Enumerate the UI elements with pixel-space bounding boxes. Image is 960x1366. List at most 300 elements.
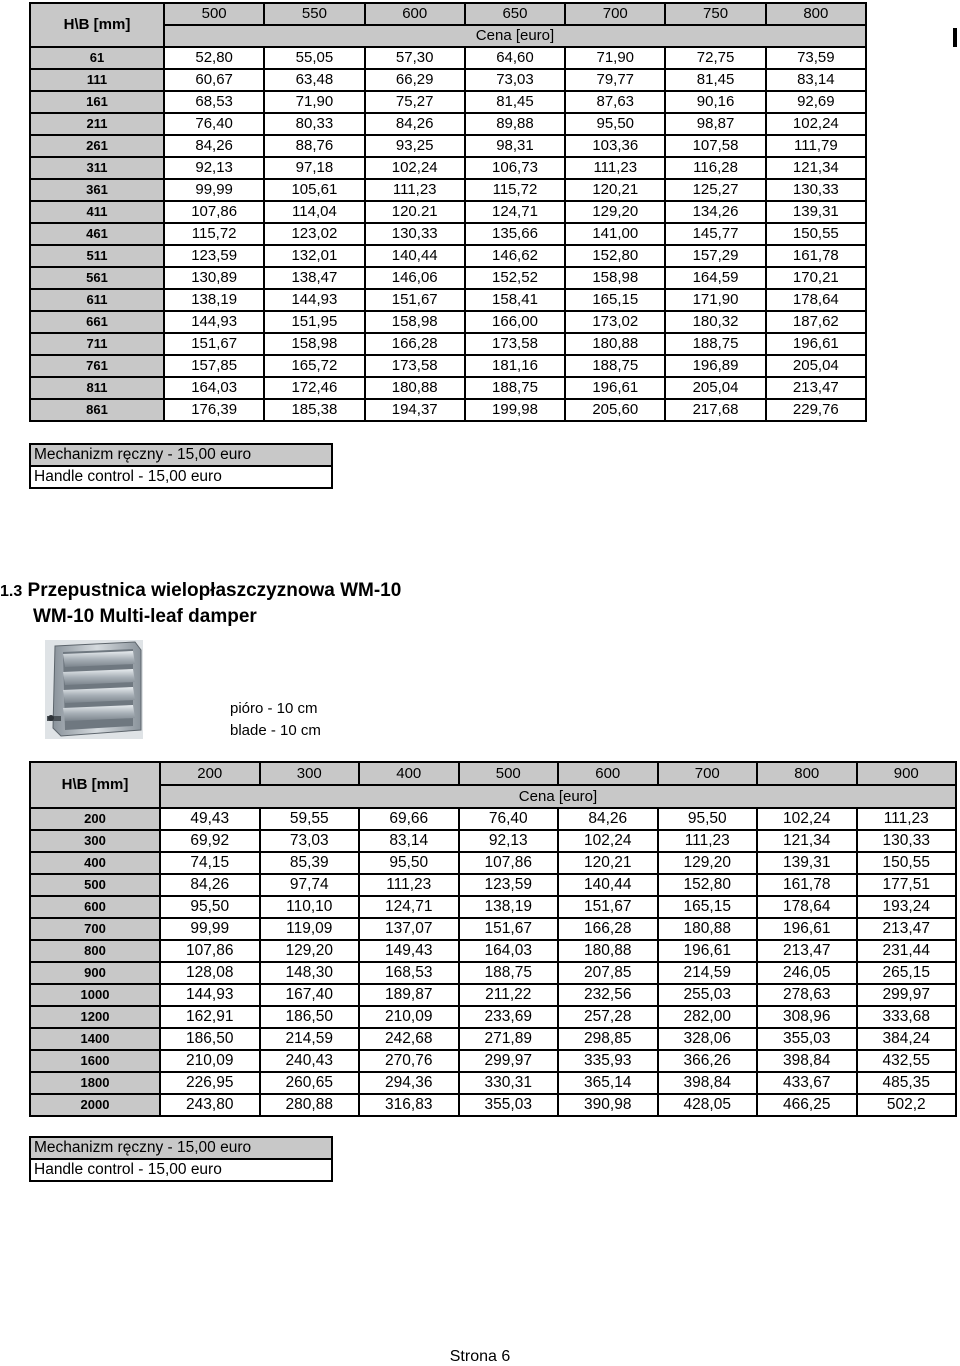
price-cell: 355,03 <box>459 1094 559 1116</box>
price-cell: 164,59 <box>665 267 765 289</box>
price-cell: 111,23 <box>365 179 465 201</box>
row-header: 1400 <box>30 1028 160 1050</box>
col-header: 800 <box>757 762 857 785</box>
price-cell: 173,58 <box>465 333 565 355</box>
price-cell: 125,27 <box>665 179 765 201</box>
price-cell: 130,33 <box>766 179 866 201</box>
table-row <box>30 808 956 830</box>
table-row <box>30 1050 956 1072</box>
price-cell: 173,02 <box>565 311 665 333</box>
price-cell: 111,23 <box>359 874 459 896</box>
price-cell: 151,67 <box>164 333 264 355</box>
col-header: 800 <box>766 3 866 25</box>
price-cell: 171,90 <box>665 289 765 311</box>
price-cell: 149,43 <box>359 940 459 962</box>
price-cell: 366,26 <box>658 1050 758 1072</box>
row-header: 700 <box>30 918 160 940</box>
row-header: 200 <box>30 808 160 830</box>
damper-photo <box>45 640 143 739</box>
price-cell: 193,24 <box>857 896 957 918</box>
price-cell: 148,30 <box>260 962 360 984</box>
price-cell: 161,78 <box>766 245 866 267</box>
table-row <box>30 157 866 179</box>
price-cell: 150,55 <box>857 852 957 874</box>
price-cell: 84,26 <box>164 135 264 157</box>
row-header: 761 <box>30 355 164 377</box>
price-cell: 76,40 <box>459 808 559 830</box>
price-cell: 433,67 <box>757 1072 857 1094</box>
price-cell: 308,96 <box>757 1006 857 1028</box>
price-cell: 80,33 <box>264 113 364 135</box>
table-row <box>30 179 866 201</box>
blade-en: blade - 10 cm <box>230 722 321 739</box>
price-cell: 298,85 <box>558 1028 658 1050</box>
price-cell: 265,15 <box>857 962 957 984</box>
col-header: 700 <box>658 762 758 785</box>
price-cell: 502,2 <box>857 1094 957 1116</box>
price-cell: 146,62 <box>465 245 565 267</box>
row-header: 711 <box>30 333 164 355</box>
table-row <box>30 1028 956 1050</box>
price-cell: 144,93 <box>164 311 264 333</box>
price-cell: 278,63 <box>757 984 857 1006</box>
section-subtitle: WM-10 Multi-leaf damper <box>33 606 257 627</box>
price-cell: 69,92 <box>160 830 260 852</box>
price-cell: 106,73 <box>465 157 565 179</box>
table-row <box>30 1006 956 1028</box>
price-cell: 330,31 <box>459 1072 559 1094</box>
row-header: 1600 <box>30 1050 160 1072</box>
price-cell: 111,23 <box>857 808 957 830</box>
price-cell: 107,86 <box>160 940 260 962</box>
page-number: Strona 6 <box>449 1348 511 1365</box>
table-row <box>30 113 866 135</box>
table-row <box>30 830 956 852</box>
price-cell: 145,77 <box>665 223 765 245</box>
price-cell: 260,65 <box>260 1072 360 1094</box>
note-line-en: Handle control - 15,00 euro <box>30 466 332 488</box>
price-cell: 135,66 <box>465 223 565 245</box>
price-cell: 124,71 <box>359 896 459 918</box>
handle-note <box>29 443 333 489</box>
price-cell: 71,90 <box>264 91 364 113</box>
row-header: 61 <box>30 47 164 69</box>
section-number: 1.3 <box>0 583 23 600</box>
price-cell: 121,34 <box>757 830 857 852</box>
price-cell: 162,91 <box>160 1006 260 1028</box>
col-header: 400 <box>359 762 459 785</box>
col-header: 600 <box>558 762 658 785</box>
section-title-text: Przepustnica wielopłaszczyznowa WM-10 <box>27 580 402 601</box>
col-header: 300 <box>260 762 360 785</box>
table-row <box>30 377 866 399</box>
price-cell: 95,50 <box>658 808 758 830</box>
price-cell: 428,05 <box>658 1094 758 1116</box>
price-cell: 485,35 <box>857 1072 957 1094</box>
price-cell: 107,86 <box>459 852 559 874</box>
price-cell: 74,15 <box>160 852 260 874</box>
price-cell: 140,44 <box>365 245 465 267</box>
edge-mark <box>953 28 957 47</box>
row-header: 511 <box>30 245 164 267</box>
price-cell: 333,68 <box>857 1006 957 1028</box>
table-row <box>30 874 956 896</box>
table-row <box>30 333 866 355</box>
table-row <box>30 47 866 69</box>
row-header: 400 <box>30 852 160 874</box>
price-cell: 207,85 <box>558 962 658 984</box>
price-cell: 144,93 <box>264 289 364 311</box>
price-cell: 196,61 <box>757 918 857 940</box>
price-cell: 88,76 <box>264 135 364 157</box>
price-cell: 178,64 <box>757 896 857 918</box>
price-cell: 180,88 <box>658 918 758 940</box>
price-cell: 64,60 <box>465 47 565 69</box>
price-cell: 226,95 <box>160 1072 260 1094</box>
col-header: 550 <box>264 3 364 25</box>
price-cell: 186,50 <box>160 1028 260 1050</box>
row-header: 111 <box>30 69 164 91</box>
price-cell: 139,31 <box>766 201 866 223</box>
price-cell: 115,72 <box>164 223 264 245</box>
price-cell: 205,04 <box>665 377 765 399</box>
handle-note <box>29 1136 333 1182</box>
price-cell: 84,26 <box>558 808 658 830</box>
row-header: 1200 <box>30 1006 160 1028</box>
price-cell: 205,04 <box>766 355 866 377</box>
corner-label: H\B [mm] <box>30 762 160 808</box>
price-cell: 73,03 <box>465 69 565 91</box>
row-header: 311 <box>30 157 164 179</box>
price-cell: 92,13 <box>164 157 264 179</box>
price-cell: 102,24 <box>757 808 857 830</box>
price-cell: 98,87 <box>665 113 765 135</box>
price-cell: 180,88 <box>565 333 665 355</box>
table-body <box>30 808 956 1116</box>
col-header: 600 <box>365 3 465 25</box>
price-cell: 181,16 <box>465 355 565 377</box>
price-cell: 92,69 <box>766 91 866 113</box>
price-cell: 294,36 <box>359 1072 459 1094</box>
price-cell: 134,26 <box>665 201 765 223</box>
table-row <box>30 1094 956 1116</box>
price-cell: 180,32 <box>665 311 765 333</box>
row-header: 261 <box>30 135 164 157</box>
price-cell: 176,39 <box>164 399 264 421</box>
price-cell: 120.21 <box>365 201 465 223</box>
row-header: 361 <box>30 179 164 201</box>
price-cell: 172,46 <box>264 377 364 399</box>
price-cell: 365,14 <box>558 1072 658 1094</box>
price-cell: 139,31 <box>757 852 857 874</box>
price-cell: 152,80 <box>565 245 665 267</box>
price-cell: 214,59 <box>658 962 758 984</box>
price-cell: 180,88 <box>558 940 658 962</box>
price-cell: 99,99 <box>164 179 264 201</box>
price-cell: 59,55 <box>260 808 360 830</box>
table-row <box>30 267 866 289</box>
price-cell: 102,24 <box>365 157 465 179</box>
price-cell: 187,62 <box>766 311 866 333</box>
price-cell: 92,13 <box>459 830 559 852</box>
section-title <box>0 580 401 603</box>
price-cell: 60,67 <box>164 69 264 91</box>
price-cell: 217,68 <box>665 399 765 421</box>
price-cell: 167,40 <box>260 984 360 1006</box>
price-cell: 84,26 <box>160 874 260 896</box>
price-cell: 211,22 <box>459 984 559 1006</box>
price-cell: 130,89 <box>164 267 264 289</box>
price-cell: 123,02 <box>264 223 364 245</box>
price-cell: 196,61 <box>766 333 866 355</box>
price-cell: 165,15 <box>565 289 665 311</box>
table-row <box>30 135 866 157</box>
price-cell: 384,24 <box>857 1028 957 1050</box>
price-cell: 110,10 <box>260 896 360 918</box>
price-cell: 150,55 <box>766 223 866 245</box>
blade-info <box>230 698 321 742</box>
price-cell: 164,03 <box>459 940 559 962</box>
price-cell: 57,30 <box>365 47 465 69</box>
price-table-1 <box>29 2 867 422</box>
price-cell: 129,20 <box>658 852 758 874</box>
table-row <box>30 918 956 940</box>
price-cell: 158,98 <box>365 311 465 333</box>
row-header: 2000 <box>30 1094 160 1116</box>
price-cell: 165,15 <box>658 896 758 918</box>
row-header: 211 <box>30 113 164 135</box>
row-header: 800 <box>30 940 160 962</box>
price-cell: 157,85 <box>164 355 264 377</box>
price-cell: 161,78 <box>757 874 857 896</box>
price-cell: 189,87 <box>359 984 459 1006</box>
price-cell: 71,90 <box>565 47 665 69</box>
price-cell: 140,44 <box>558 874 658 896</box>
price-cell: 73,03 <box>260 830 360 852</box>
row-header: 1000 <box>30 984 160 1006</box>
price-cell: 128,08 <box>160 962 260 984</box>
col-header: 750 <box>665 3 765 25</box>
price-cell: 107,58 <box>665 135 765 157</box>
price-cell: 168,53 <box>359 962 459 984</box>
table-row <box>30 896 956 918</box>
price-cell: 398,84 <box>658 1072 758 1094</box>
col-header: 200 <box>160 762 260 785</box>
price-cell: 138,19 <box>164 289 264 311</box>
price-cell: 151,95 <box>264 311 364 333</box>
price-cell: 177,51 <box>857 874 957 896</box>
price-cell: 173,58 <box>365 355 465 377</box>
price-cell: 114,04 <box>264 201 364 223</box>
col-header: 900 <box>857 762 957 785</box>
price-cell: 166,28 <box>558 918 658 940</box>
price-cell: 121,34 <box>766 157 866 179</box>
price-cell: 66,29 <box>365 69 465 91</box>
table-row <box>30 1072 956 1094</box>
price-cell: 164,03 <box>164 377 264 399</box>
row-header: 661 <box>30 311 164 333</box>
price-cell: 188,75 <box>665 333 765 355</box>
price-cell: 205,60 <box>565 399 665 421</box>
price-cell: 95,50 <box>160 896 260 918</box>
price-cell: 232,56 <box>558 984 658 1006</box>
price-cell: 213,47 <box>766 377 866 399</box>
price-cell: 103,36 <box>565 135 665 157</box>
corner-label: H\B [mm] <box>30 3 164 47</box>
price-table-2 <box>29 761 957 1117</box>
price-cell: 166,00 <box>465 311 565 333</box>
price-cell: 75,27 <box>365 91 465 113</box>
table-body <box>30 47 866 421</box>
price-cell: 170,21 <box>766 267 866 289</box>
col-header: 650 <box>465 3 565 25</box>
row-header: 600 <box>30 896 160 918</box>
price-cell: 115,72 <box>465 179 565 201</box>
price-cell: 84,26 <box>365 113 465 135</box>
row-header: 500 <box>30 874 160 896</box>
price-cell: 123,59 <box>459 874 559 896</box>
table-row <box>30 69 866 91</box>
table-row <box>30 201 866 223</box>
price-cell: 466,25 <box>757 1094 857 1116</box>
price-cell: 72,75 <box>665 47 765 69</box>
table-row <box>30 91 866 113</box>
table-row <box>30 852 956 874</box>
table-row <box>30 355 866 377</box>
price-cell: 328,06 <box>658 1028 758 1050</box>
price-cell: 355,03 <box>757 1028 857 1050</box>
price-cell: 165,72 <box>264 355 364 377</box>
price-cell: 63,48 <box>264 69 364 91</box>
price-cell: 188,75 <box>459 962 559 984</box>
price-cell: 73,59 <box>766 47 866 69</box>
table-row <box>30 940 956 962</box>
price-cell: 49,43 <box>160 808 260 830</box>
price-cell: 119,09 <box>260 918 360 940</box>
price-cell: 81,45 <box>665 69 765 91</box>
note-line-pl: Mechanizm ręczny - 15,00 euro <box>30 444 332 466</box>
price-cell: 99,99 <box>160 918 260 940</box>
price-cell: 194,37 <box>365 399 465 421</box>
price-cell: 111,23 <box>658 830 758 852</box>
col-header: 700 <box>565 3 665 25</box>
price-cell: 102,24 <box>558 830 658 852</box>
price-cell: 144,93 <box>160 984 260 1006</box>
price-cell: 213,47 <box>757 940 857 962</box>
price-label: Cena [euro] <box>164 25 866 47</box>
price-cell: 158,98 <box>264 333 364 355</box>
price-cell: 76,40 <box>164 113 264 135</box>
table-row <box>30 311 866 333</box>
row-header: 861 <box>30 399 164 421</box>
price-cell: 390,98 <box>558 1094 658 1116</box>
price-cell: 255,03 <box>658 984 758 1006</box>
price-cell: 55,05 <box>264 47 364 69</box>
price-cell: 231,44 <box>857 940 957 962</box>
price-cell: 89,88 <box>465 113 565 135</box>
price-cell: 158,41 <box>465 289 565 311</box>
table-row <box>30 245 866 267</box>
price-cell: 129,20 <box>260 940 360 962</box>
price-cell: 282,00 <box>658 1006 758 1028</box>
price-cell: 151,67 <box>365 289 465 311</box>
table-row <box>30 223 866 245</box>
price-cell: 299,97 <box>459 1050 559 1072</box>
price-cell: 398,84 <box>757 1050 857 1072</box>
price-cell: 129,20 <box>565 201 665 223</box>
price-cell: 132,01 <box>264 245 364 267</box>
price-cell: 152,80 <box>658 874 758 896</box>
price-cell: 90,16 <box>665 91 765 113</box>
price-cell: 97,74 <box>260 874 360 896</box>
price-cell: 210,09 <box>359 1006 459 1028</box>
price-cell: 105,61 <box>264 179 364 201</box>
price-cell: 138,19 <box>459 896 559 918</box>
price-cell: 186,50 <box>260 1006 360 1028</box>
price-cell: 199,98 <box>465 399 565 421</box>
price-cell: 196,89 <box>665 355 765 377</box>
price-cell: 138,47 <box>264 267 364 289</box>
price-cell: 111,23 <box>565 157 665 179</box>
price-cell: 68,53 <box>164 91 264 113</box>
price-cell: 124,71 <box>465 201 565 223</box>
row-header: 561 <box>30 267 164 289</box>
price-cell: 157,29 <box>665 245 765 267</box>
price-cell: 158,98 <box>565 267 665 289</box>
price-cell: 111,79 <box>766 135 866 157</box>
price-cell: 137,07 <box>359 918 459 940</box>
col-header: 500 <box>164 3 264 25</box>
price-cell: 188,75 <box>565 355 665 377</box>
price-cell: 95,50 <box>565 113 665 135</box>
price-cell: 196,61 <box>565 377 665 399</box>
price-cell: 242,68 <box>359 1028 459 1050</box>
price-cell: 299,97 <box>857 984 957 1006</box>
note-line-pl: Mechanizm ręczny - 15,00 euro <box>30 1137 332 1159</box>
price-cell: 270,76 <box>359 1050 459 1072</box>
price-cell: 180,88 <box>365 377 465 399</box>
price-cell: 87,63 <box>565 91 665 113</box>
price-cell: 130,33 <box>365 223 465 245</box>
row-header: 161 <box>30 91 164 113</box>
table-row <box>30 984 956 1006</box>
price-cell: 178,64 <box>766 289 866 311</box>
price-cell: 152,52 <box>465 267 565 289</box>
price-cell: 98,31 <box>465 135 565 157</box>
price-cell: 116,28 <box>665 157 765 179</box>
row-header: 811 <box>30 377 164 399</box>
price-cell: 102,24 <box>766 113 866 135</box>
table-row <box>30 399 866 421</box>
price-cell: 97,18 <box>264 157 364 179</box>
table-row <box>30 962 956 984</box>
price-cell: 240,43 <box>260 1050 360 1072</box>
price-cell: 166,28 <box>365 333 465 355</box>
row-header: 300 <box>30 830 160 852</box>
note-line-en: Handle control - 15,00 euro <box>30 1159 332 1181</box>
row-header: 611 <box>30 289 164 311</box>
row-header: 461 <box>30 223 164 245</box>
price-cell: 95,50 <box>359 852 459 874</box>
price-cell: 130,33 <box>857 830 957 852</box>
col-header: 500 <box>459 762 559 785</box>
price-cell: 151,67 <box>459 918 559 940</box>
price-cell: 185,38 <box>264 399 364 421</box>
price-cell: 246,05 <box>757 962 857 984</box>
blade-pl: pióro - 10 cm <box>230 700 318 717</box>
price-cell: 233,69 <box>459 1006 559 1028</box>
price-cell: 52,80 <box>164 47 264 69</box>
